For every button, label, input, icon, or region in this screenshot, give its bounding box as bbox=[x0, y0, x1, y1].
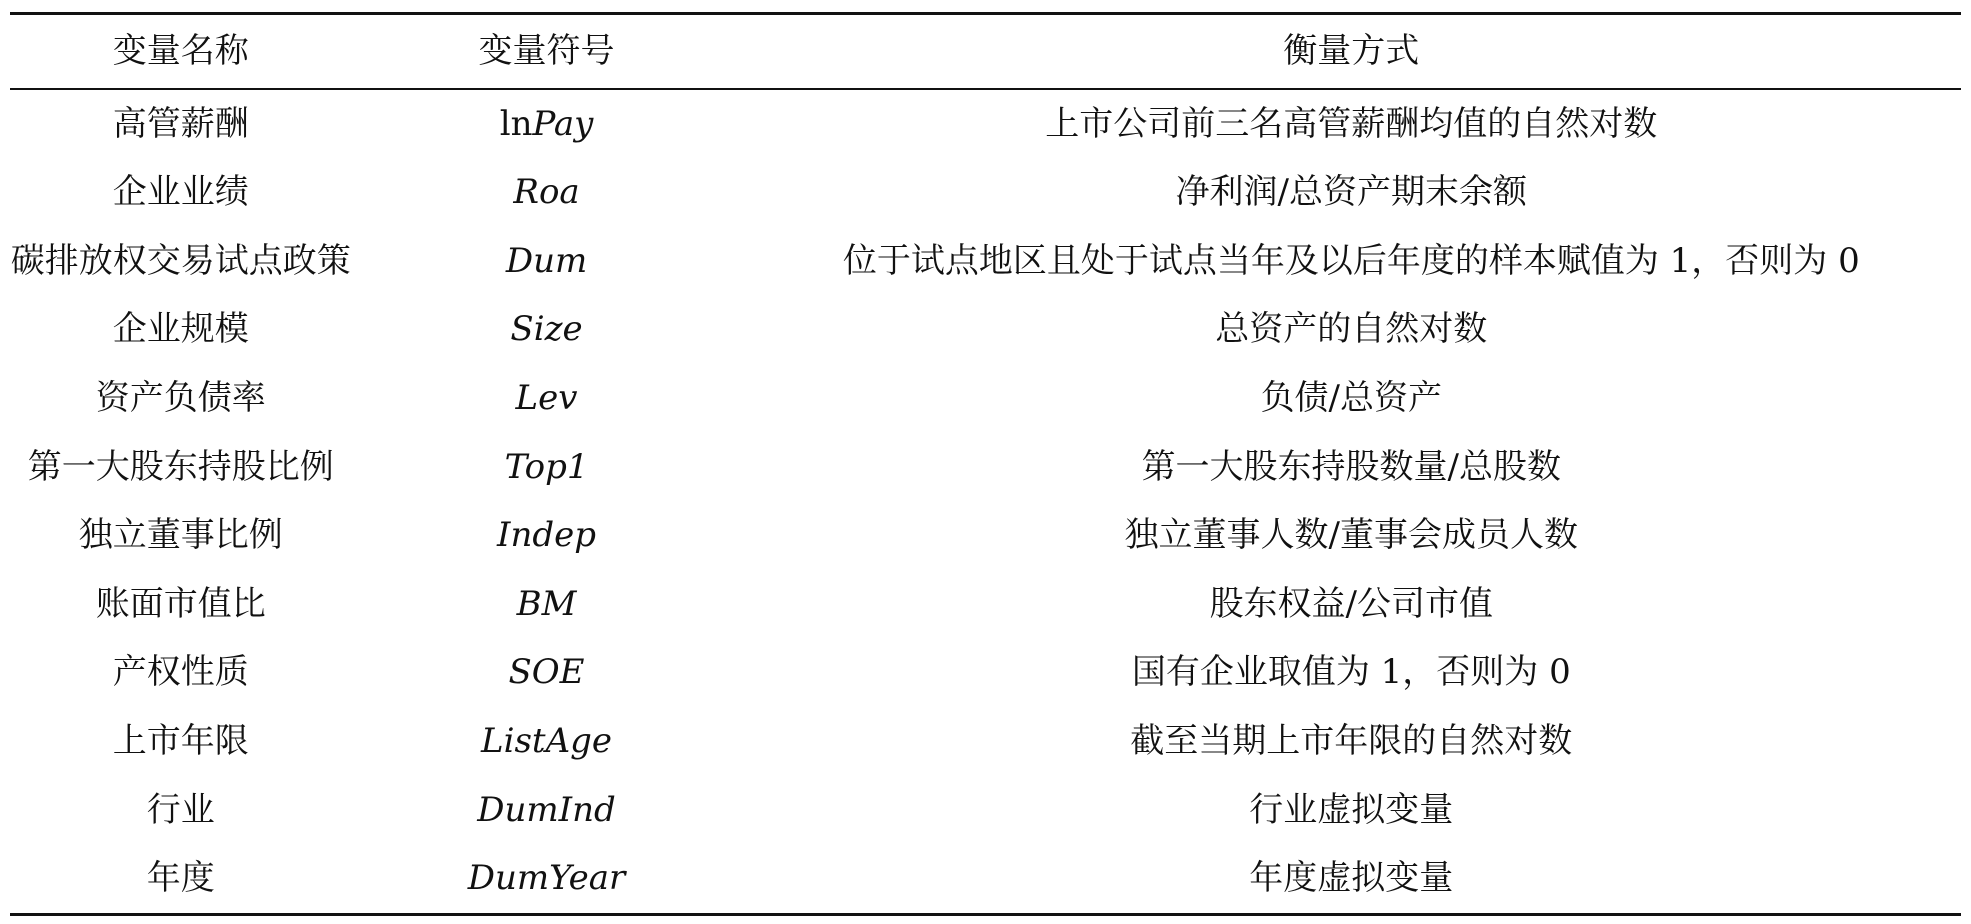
table-row bbox=[10, 776, 1961, 845]
cell-variable-name: 第一大股东持股比例 bbox=[27, 446, 334, 487]
symbol-prefix: ln bbox=[499, 103, 533, 144]
cell-variable-name: 上市年限 bbox=[112, 720, 249, 761]
variable-definition-table bbox=[10, 12, 1961, 916]
cell-measurement: 第一大股东持股数量/总股数 bbox=[1141, 446, 1562, 487]
symbol-text: Pay bbox=[532, 103, 594, 144]
cell-variable-symbol bbox=[351, 227, 741, 296]
cell-variable-name: 年度 bbox=[146, 858, 215, 899]
cell-measurement: 净利润/总资产期末余额 bbox=[1175, 172, 1528, 213]
cell-variable-symbol bbox=[351, 639, 741, 708]
cell-variable-symbol bbox=[351, 296, 741, 365]
cell-measurement: 截至当期上市年限的自然对数 bbox=[1130, 720, 1573, 761]
cell-variable-name: 企业业绩 bbox=[112, 172, 249, 213]
cell-measurement: 负债/总资产 bbox=[1260, 377, 1443, 418]
header-row bbox=[10, 14, 1961, 90]
symbol-text: Roa bbox=[513, 172, 580, 213]
table-row bbox=[10, 159, 1961, 228]
symbol-text: DumInd bbox=[477, 789, 616, 830]
table-row bbox=[10, 639, 1961, 708]
cell-variable-symbol bbox=[351, 707, 741, 776]
table-row bbox=[10, 227, 1961, 296]
cell-variable-name: 高管薪酬 bbox=[112, 103, 249, 144]
cell-measurement: 位于试点地区且处于试点当年及以后年度的样本赋值为 1，否则为 0 bbox=[842, 240, 1860, 281]
header-measurement: 衡量方式 bbox=[1283, 30, 1420, 71]
cell-variable-symbol bbox=[351, 159, 741, 228]
cell-variable-name: 行业 bbox=[146, 789, 215, 830]
cell-variable-name: 产权性质 bbox=[112, 652, 249, 693]
cell-variable-symbol bbox=[351, 570, 741, 639]
symbol-text: Indep bbox=[497, 515, 596, 556]
symbol-text: Lev bbox=[515, 377, 578, 418]
cell-measurement: 行业虚拟变量 bbox=[1249, 789, 1454, 830]
cell-measurement: 上市公司前三名高管薪酬均值的自然对数 bbox=[1045, 103, 1658, 144]
cell-variable-symbol bbox=[351, 776, 741, 845]
cell-variable-name: 碳排放权交易试点政策 bbox=[10, 240, 351, 281]
symbol-text: Top1 bbox=[504, 446, 589, 487]
symbol-text: ListAge bbox=[481, 720, 613, 761]
table-row bbox=[10, 433, 1961, 502]
symbol-text: DumYear bbox=[467, 858, 626, 899]
cell-measurement: 年度虚拟变量 bbox=[1249, 858, 1454, 899]
table-row bbox=[10, 502, 1961, 571]
header-variable-name: 变量名称 bbox=[112, 30, 249, 71]
cell-measurement: 独立董事人数/董事会成员人数 bbox=[1124, 515, 1579, 556]
header-variable-symbol: 变量符号 bbox=[478, 30, 615, 71]
cell-measurement: 总资产的自然对数 bbox=[1215, 309, 1488, 350]
table-row bbox=[10, 707, 1961, 776]
cell-variable-name: 资产负债率 bbox=[95, 377, 266, 418]
table-row bbox=[10, 89, 1961, 159]
table-row bbox=[10, 570, 1961, 639]
cell-variable-name: 账面市值比 bbox=[95, 583, 266, 624]
table-body bbox=[10, 89, 1961, 915]
cell-variable-symbol bbox=[351, 845, 741, 915]
table-row bbox=[10, 364, 1961, 433]
cell-variable-symbol bbox=[351, 89, 741, 159]
cell-variable-symbol bbox=[351, 433, 741, 502]
symbol-text: Size bbox=[510, 309, 583, 350]
cell-variable-name: 企业规模 bbox=[112, 309, 249, 350]
table-row bbox=[10, 845, 1961, 915]
cell-variable-symbol bbox=[351, 502, 741, 571]
table-header bbox=[10, 14, 1961, 90]
cell-variable-name: 独立董事比例 bbox=[78, 515, 283, 556]
symbol-text: SOE bbox=[508, 652, 585, 693]
variable-definition-table-container bbox=[10, 12, 1961, 916]
table-row bbox=[10, 296, 1961, 365]
cell-variable-symbol bbox=[351, 364, 741, 433]
symbol-text: BM bbox=[516, 583, 577, 624]
cell-measurement: 股东权益/公司市值 bbox=[1209, 583, 1494, 624]
cell-measurement: 国有企业取值为 1，否则为 0 bbox=[1131, 652, 1571, 693]
symbol-text: Dum bbox=[505, 240, 588, 281]
